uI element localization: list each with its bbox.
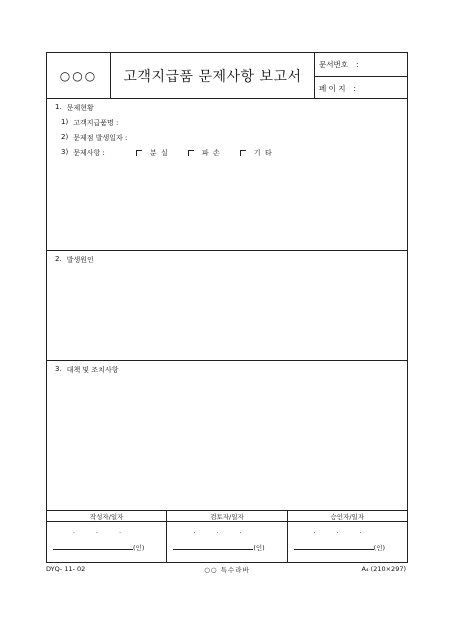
page-row bbox=[315, 76, 407, 99]
option-lost[interactable] bbox=[136, 148, 168, 158]
seal-mark: (인) bbox=[373, 544, 386, 552]
page-label: 페 이 지 bbox=[319, 83, 346, 93]
item-problem-type bbox=[61, 148, 407, 158]
section-problem-status[interactable] bbox=[47, 99, 407, 251]
item-number: 3) bbox=[61, 148, 69, 156]
date-field[interactable]: . . . bbox=[73, 528, 121, 535]
signature-cells bbox=[47, 522, 407, 562]
page-footer bbox=[46, 565, 408, 577]
section-cause[interactable] bbox=[47, 251, 407, 361]
checkbox-icon[interactable] bbox=[188, 150, 194, 156]
form-header bbox=[47, 53, 407, 99]
reviewer-header: 검토자/일자 bbox=[166, 511, 286, 521]
signature-line[interactable] bbox=[294, 549, 374, 550]
signature-line[interactable] bbox=[173, 549, 253, 550]
reviewer-signature-cell[interactable] bbox=[166, 522, 286, 562]
date-field[interactable]: . . . bbox=[193, 528, 242, 535]
item-number: 2) bbox=[61, 133, 69, 141]
company-name: ○○ 특수라바 bbox=[204, 566, 250, 574]
approver-signature-cell[interactable] bbox=[287, 522, 407, 562]
company-logo: ○○○ bbox=[47, 53, 111, 99]
option-label: 기 타 bbox=[253, 149, 272, 157]
section-title bbox=[55, 365, 407, 375]
form-code: DYQ- 11- 02 bbox=[46, 565, 86, 573]
section-title bbox=[55, 255, 407, 265]
item-product-name[interactable] bbox=[61, 118, 407, 128]
section-title bbox=[55, 103, 407, 113]
form-title: 고객지급품 문제사항 보고서 bbox=[111, 53, 315, 99]
signature-block bbox=[47, 511, 407, 562]
signature-line[interactable] bbox=[53, 549, 133, 550]
section-number: 2. bbox=[55, 255, 62, 263]
doc-number-label: 문서번호 bbox=[319, 60, 348, 69]
option-damaged[interactable] bbox=[188, 148, 220, 158]
seal-mark: (인) bbox=[133, 544, 145, 552]
section-label: 문제현황 bbox=[66, 104, 94, 112]
writer-header: 작성자/일자 bbox=[89, 512, 124, 521]
option-other[interactable] bbox=[240, 148, 272, 158]
section-label: 발생원인 bbox=[66, 256, 94, 264]
item-label: 고객지급품명 : bbox=[73, 119, 119, 127]
item-label: 문제점 발생일자 : bbox=[73, 134, 128, 142]
approver-header: 승인자/일자 bbox=[287, 511, 407, 521]
report-form bbox=[46, 52, 408, 563]
section-countermeasures[interactable] bbox=[47, 361, 407, 511]
item-number: 1) bbox=[61, 118, 69, 126]
section-number: 1. bbox=[55, 103, 62, 111]
checkbox-icon[interactable] bbox=[136, 150, 142, 156]
item-label: 문제사항 : bbox=[73, 149, 105, 157]
seal-mark: (인) bbox=[253, 544, 265, 552]
option-label: 파 손 bbox=[201, 149, 220, 157]
section-number: 3. bbox=[55, 365, 62, 373]
doc-number-value[interactable]: : bbox=[355, 60, 359, 69]
writer-signature-cell[interactable] bbox=[47, 522, 166, 562]
paper-size: A₄ (210×297) bbox=[361, 565, 406, 573]
signature-headers bbox=[47, 511, 407, 522]
item-occurrence-date[interactable] bbox=[61, 133, 407, 143]
page-value[interactable]: : bbox=[353, 83, 357, 93]
date-field[interactable]: . . . bbox=[313, 528, 362, 535]
problem-type-options bbox=[136, 148, 292, 158]
checkbox-icon[interactable] bbox=[240, 150, 246, 156]
option-label: 분 실 bbox=[149, 149, 168, 157]
doc-number-row bbox=[315, 53, 407, 76]
section-label: 대책 및 조치사항 bbox=[66, 366, 119, 374]
header-meta bbox=[315, 53, 407, 99]
